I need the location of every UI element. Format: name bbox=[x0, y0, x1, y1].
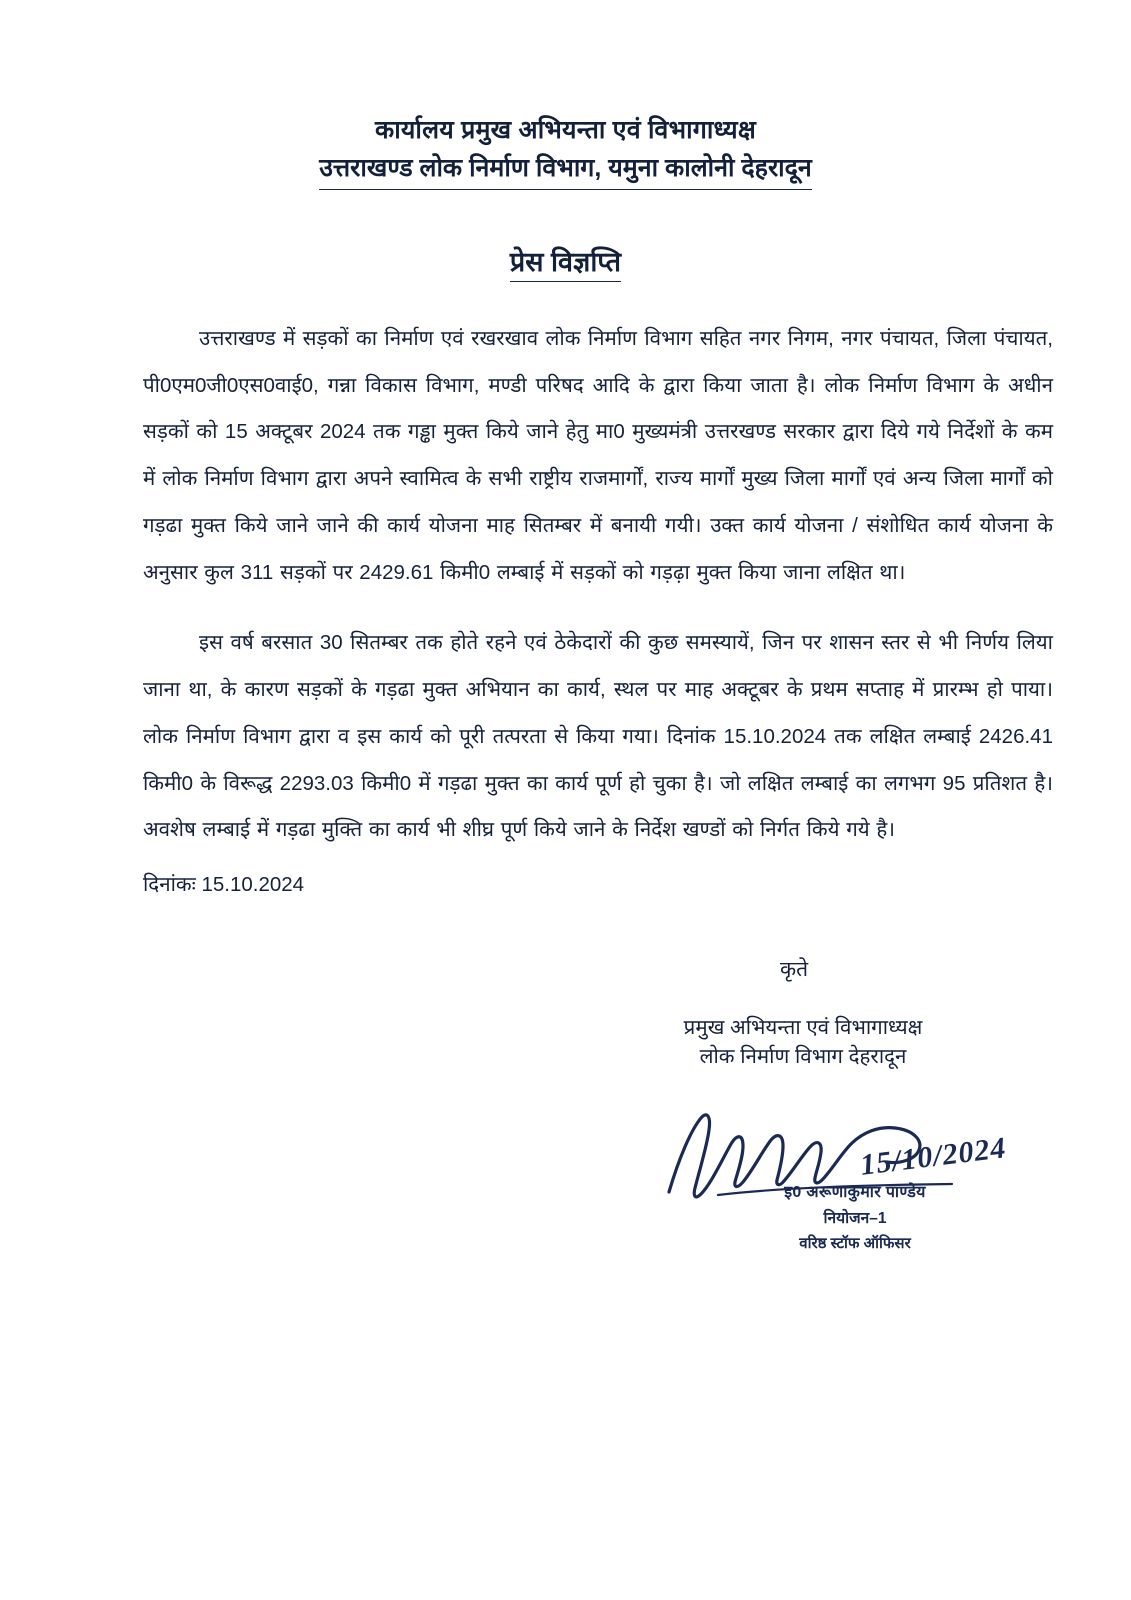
paragraph-2: इस वर्ष बरसात 30 सितम्बर तक होते रहने एवं ठेकेदारों की कुछ समस्यायें, जिन पर शासन स्तर से भी निर्णय लिया जाना था, के कारण सड़कों के गड़ढा मुक्त अभियान का कार्य, स्थल पर माह अक्टूबर के प्रथम सप्ताह में प्रारम्भ हो पाया। लोक निर्माण विभाग द्वारा व इस कार्य को पूरी तत्परता से किया गया। दिनांक 15.10.2024 तक लक्षित लम्बाई 2426.41 किमी0 के विरूद्ध 2293.03 किमी0 में गड़ढा मुक्त का कार्य पूर्ण हो चुका है। जो लक्षित लम्बाई का लगभग 95 प्रतिशत है। अवशेष लम्बाई में गड़ढा मुक्ति का कार्य भी शीघ्र पूर्ण किये जाने के निर्देश खण्डों को निर्गत किये गये है। bbox=[143, 631, 1053, 842]
stamp-post: वरिष्ठ स्टॉफ ऑफिसर bbox=[799, 1235, 911, 1252]
page-title bbox=[0, 242, 1131, 282]
letterhead bbox=[0, 112, 1131, 190]
signatory-designation-line-1: प्रमुख अभियन्ता एवं विभागाध्यक्ष bbox=[683, 1016, 923, 1039]
krite-label: कृते bbox=[779, 958, 809, 981]
signature-block bbox=[593, 955, 1013, 1071]
document-body bbox=[143, 316, 1053, 854]
stamp-name: इ0 अरूणाकुमार पाण्डेय bbox=[784, 1184, 926, 1201]
document-date: दिनांकः 15.10.2024 bbox=[143, 873, 305, 897]
office-title-line-2: उत्तराखण्ड लोक निर्माण विभाग, यमुना कालोनी देहरादून bbox=[319, 150, 812, 191]
paragraph-1: उत्तराखण्ड में सड़कों का निर्माण एवं रखरखाव लोक निर्माण विभाग सहित नगर निगम, नगर पंचायत, जिला पंचायत, पी0एम0जी0एस0वाई0, गन्ना विकास विभाग, मण्डी परिषद आदि के द्वारा किया जाता है। लोक निर्माण विभाग के अधीन सड़कों को 15 अक्टूबर 2024 तक गड्ढा मुक्त किये जाने हेतु मा0 मुख्यमंत्री उत्तरखण्ड सरकार द्वारा दिये गये निर्देशों के कम में लोक निर्माण विभाग द्वारा अपने स्वामित्व के सभी राष्ट्रीय राजमार्गों, राज्य मार्गों मुख्य जिला मार्गों एवं अन्य जिला मार्गों को गड़ढा मुक्त किये जाने जाने की कार्य योजना माह सितम्बर में बनायी गयी। उक्त कार्य योजना / संशोधित कार्य योजना के अनुसार कुल 311 सड़कों पर 2429.61 किमी0 लम्बाई में सड़कों को गड़ढ़ा मुक्त किया जाना लक्षित था। bbox=[143, 327, 1053, 584]
office-title-line-1: कार्यालय प्रमुख अभियन्ता एवं विभागाध्यक्ष bbox=[375, 116, 756, 144]
officer-stamp bbox=[740, 1180, 970, 1253]
handwritten-date: 15/10/2024 bbox=[858, 1131, 1009, 1182]
signatory-designation-line-2: लोक निर्माण विभाग देहरादून bbox=[699, 1045, 907, 1069]
page-title-text: प्रेस विज्ञप्ति bbox=[510, 242, 621, 282]
stamp-section: नियोजन–1 bbox=[823, 1210, 887, 1227]
